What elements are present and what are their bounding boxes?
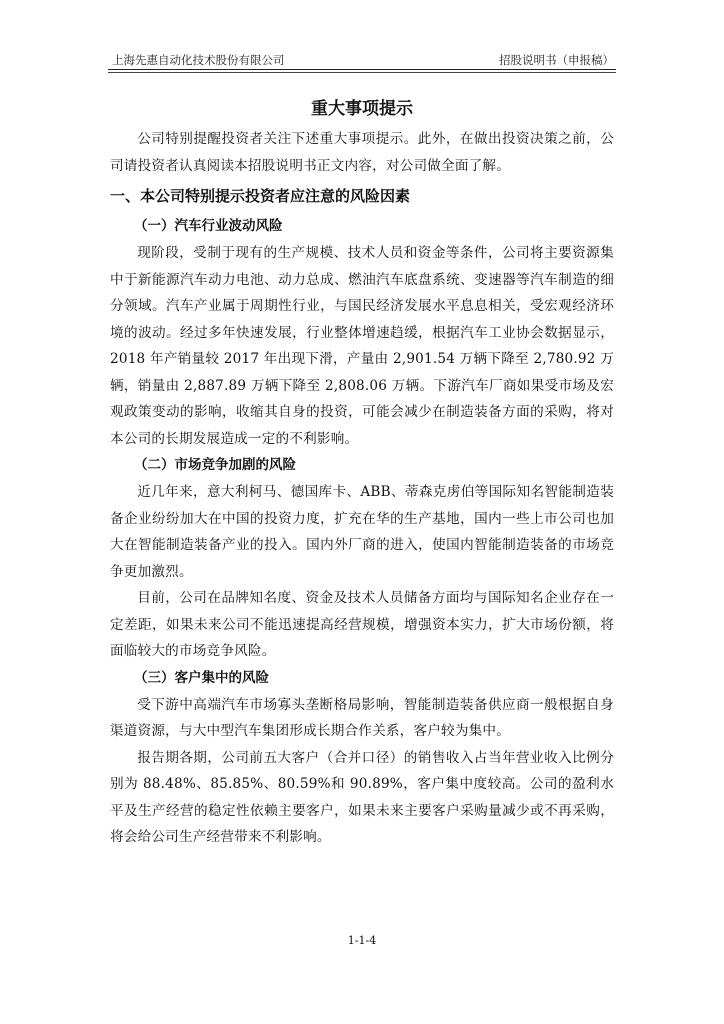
page-number: 1-1-4 bbox=[347, 934, 377, 947]
subsection-heading-competition: （二）市场竞争加剧的风险 bbox=[134, 457, 296, 473]
page-body bbox=[110, 92, 614, 851]
section-heading-risk-factors: 一、本公司特别提示投资者应注意的风险因素 bbox=[110, 187, 411, 205]
subsection-heading-auto-industry: （一）汽车行业波动风险 bbox=[134, 218, 283, 234]
intro-paragraph: 公司特别提醒投资者关注下述重大事项提示。此外，在做出投资决策之前，公司请投资者认真阅读本招股说明书正文内容，对公司做全面了解。 bbox=[110, 131, 614, 174]
header-rule bbox=[108, 69, 616, 70]
subsection-heading-customer-concentration: （三）客户集中的风险 bbox=[134, 669, 269, 686]
header-company-name: 上海先惠自动化技术股份有限公司 bbox=[112, 53, 285, 67]
auto-industry-paragraph: 现阶段，受制于现有的生产规模、技术人员和资金等条件，公司将主要资源集中于新能源汽车动力电池、动力总成、燃油汽车底盘系统、变速器等汽车制造的细分领域。汽车产业属于周期性行业，与国民经济发展水平息息相关，受宏观经济环境的波动。经过多年快速发展，行业整体增速趋缓，根据汽车工业协会数据显示，2018 年产销量较 2017 年出现下滑，产量由 2,901.54 万辆下降至 2,780.92 万辆，销量由 2,887.89 万辆下降至 2,808.06 万辆。下游汽车厂商如果受市场及宏观政策变动的影响，收缩其自身的投资，可能会减少在制造装备方面的采购，将对本公司的长期发展造成一定的不利影响。 bbox=[110, 245, 614, 447]
page-title: 重大事项提示 bbox=[311, 99, 413, 119]
customer-paragraph-2: 报告期各期，公司前五大客户（合并口径）的销售收入占当年营业收入比例分别为 88.48%、85.85%、80.59%和 90.89%，客户集中度较高。公司的盈利水平及生产经营的稳定性依赖主要客户，如果未来主要客户采购量减少或不再采购，将会给公司生产经营带来不利影响。 bbox=[110, 749, 614, 845]
header-rule-thin bbox=[108, 72, 616, 73]
competition-paragraph-2: 目前，公司在品牌知名度、资金及技术人员储备方面均与国际知名企业存在一定差距，如果未来公司不能迅速提高经营规模，增强资本实力，扩大市场份额，将面临较大的市场竞争风险。 bbox=[110, 590, 614, 659]
competition-paragraph-1: 近几年来，意大利柯马、德国库卡、ABB、蒂森克虏伯等国际知名智能制造装备企业纷纷加大在中国的投资力度，扩充在华的生产基地，国内一些上市公司也加大在智能制造装备产业的投入。国内外厂商的进入，使国内智能制造装备的市场竞争更加激烈。 bbox=[110, 484, 614, 580]
header-document-type: 招股说明书（申报稿） bbox=[499, 53, 614, 67]
customer-paragraph-1: 受下游中高端汽车市场寡头垄断格局影响，智能制造装备供应商一般根据自身渠道资源，与大中型汽车集团形成长期合作关系，客户较为集中。 bbox=[110, 696, 614, 739]
